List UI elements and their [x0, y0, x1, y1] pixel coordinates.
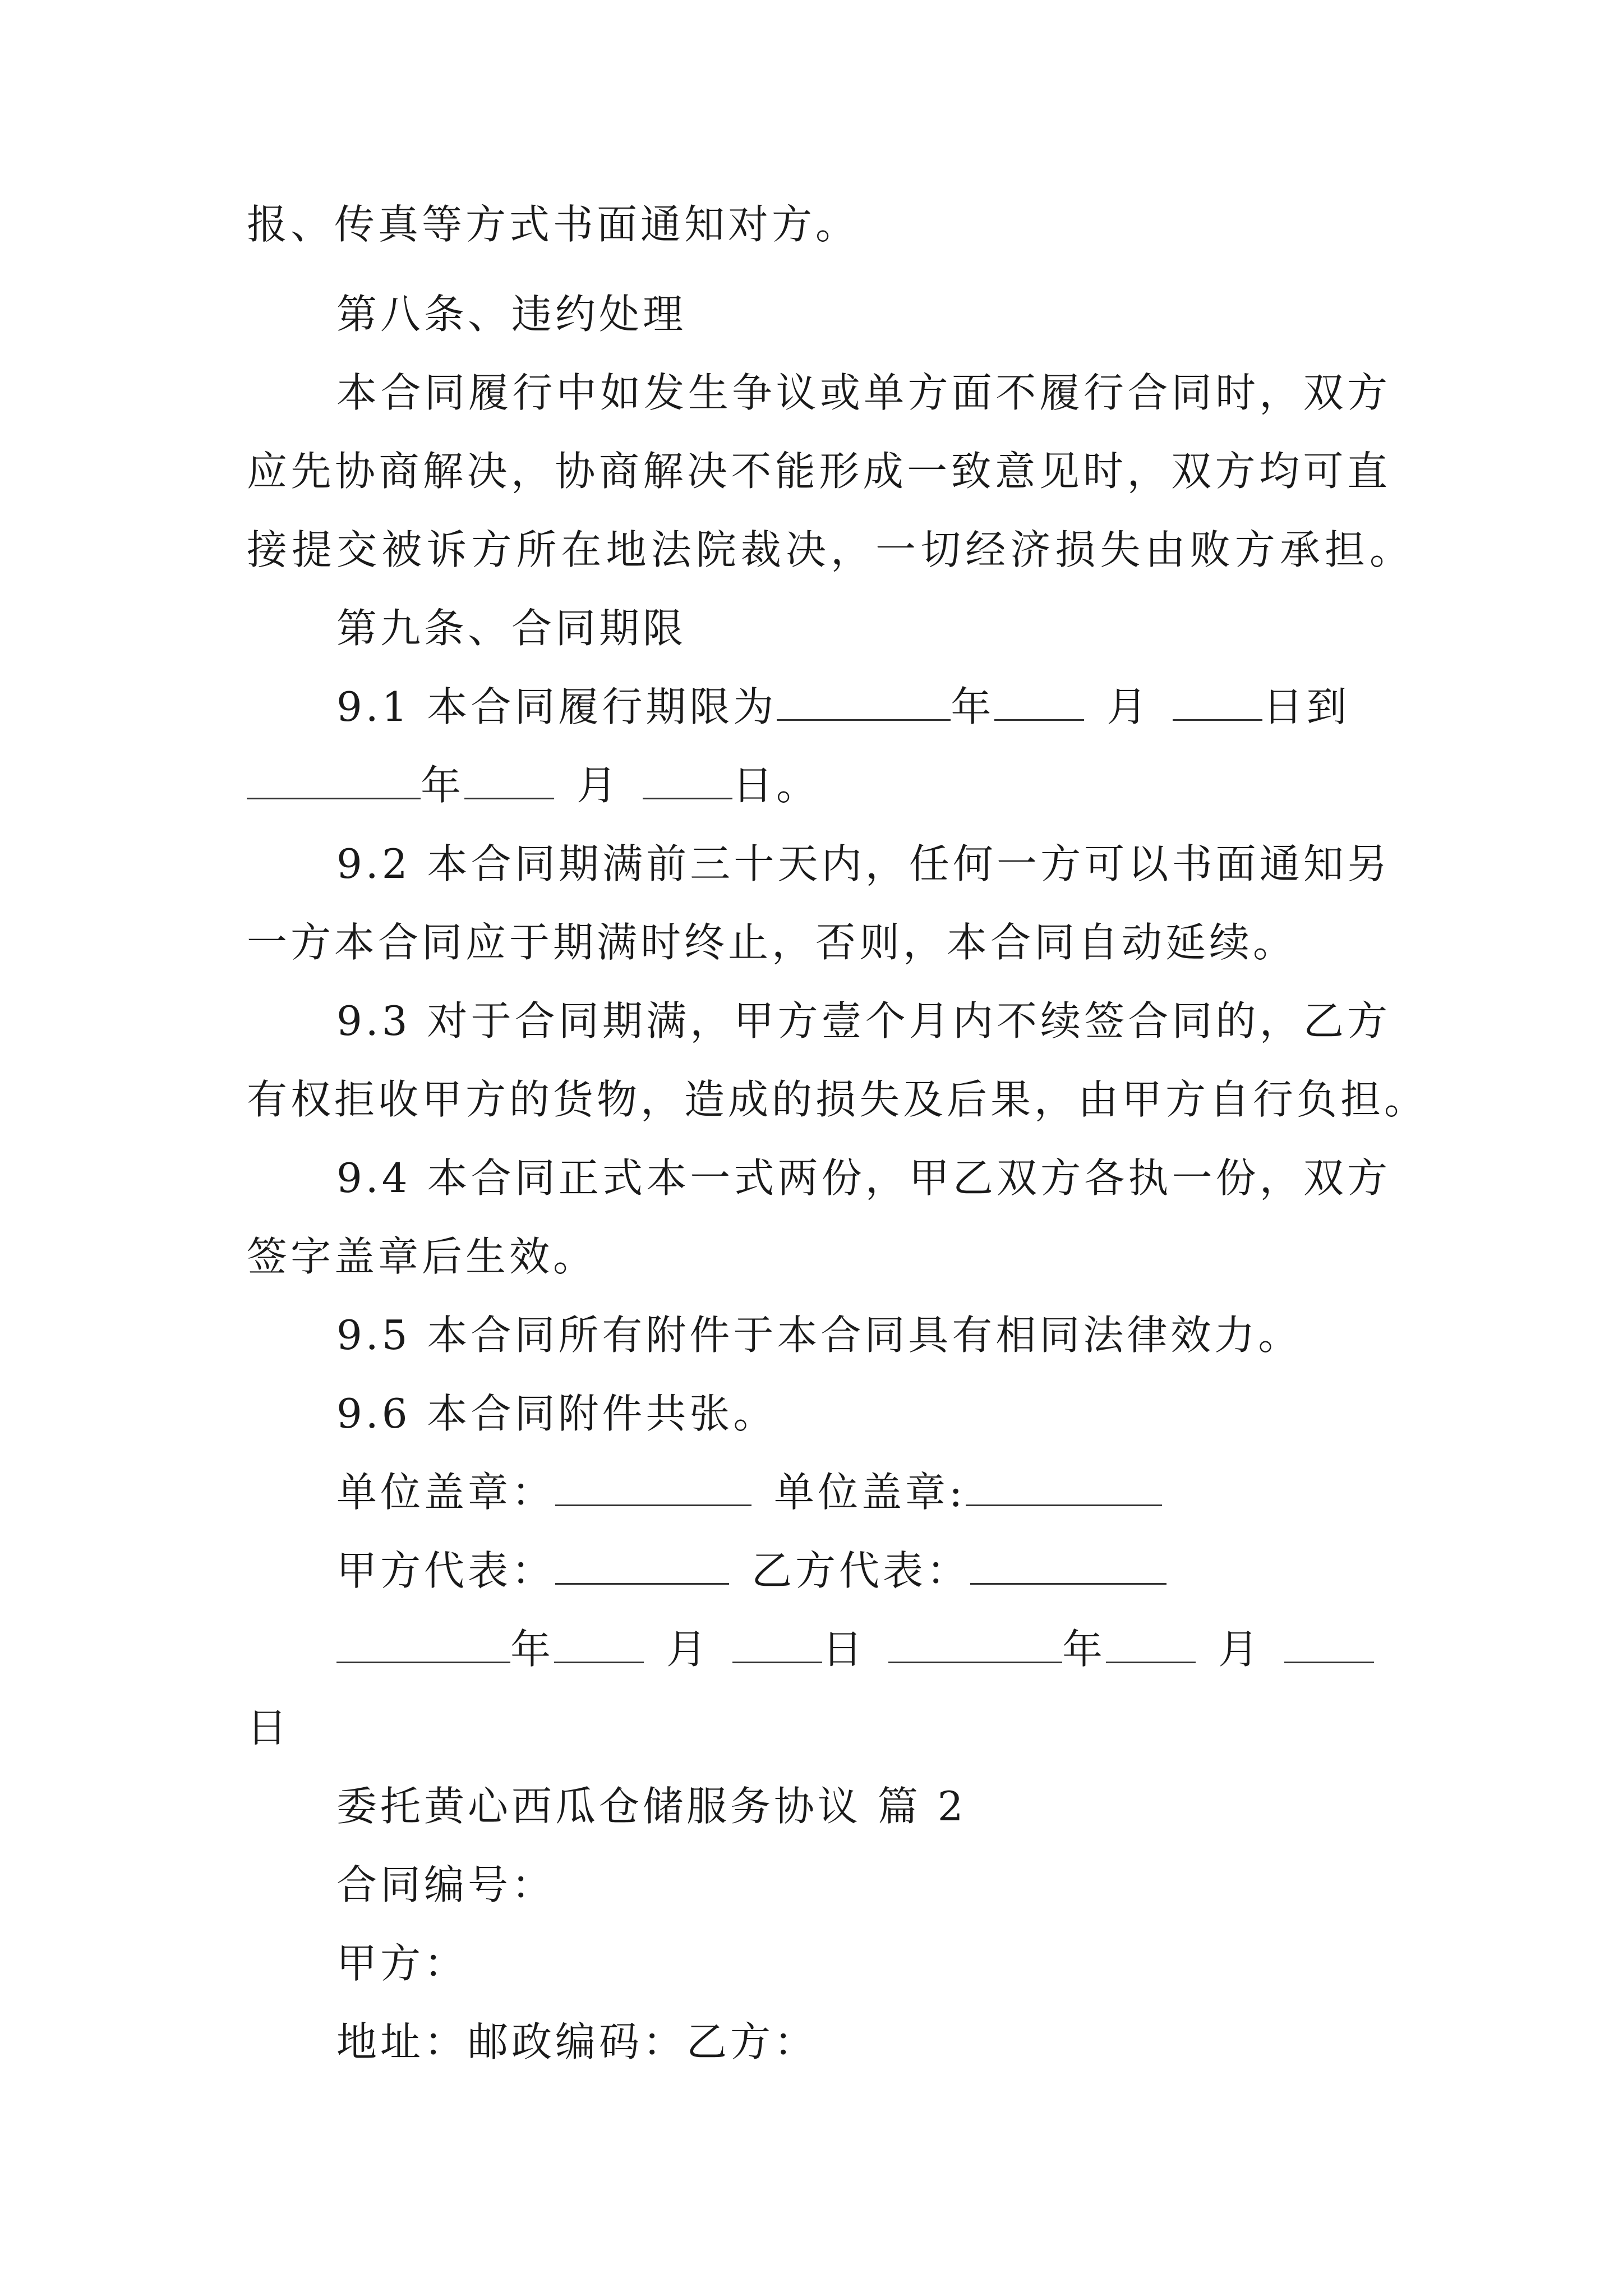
clause-text: 9.5 本合同所有附件于本合同具有相同法律效力。	[336, 1312, 1302, 1359]
text-line	[247, 914, 1391, 970]
clause-text: 一方本合同应于期满时终止，否则，本合同自动延续。	[247, 919, 1297, 966]
clause-text: 9.3 对于合同期满，甲方壹个月内不续签合同的，乙方	[336, 997, 1391, 1045]
text-line	[336, 1935, 1481, 1991]
text-line	[336, 993, 1391, 1049]
clause-text: 有权拒收甲方的货物，造成的损失及后果，由甲方自行负担。	[247, 1076, 1428, 1123]
clause-text: 9.6 本合同附件共张。	[336, 1390, 777, 1437]
day-label: 日到	[1262, 683, 1350, 730]
signature-rep-line	[336, 1543, 1481, 1599]
clause-text: 9.1 本合同履行期限为	[336, 683, 777, 730]
month-label: 月	[1218, 1626, 1262, 1673]
blank-field	[777, 683, 951, 721]
blank-field	[554, 1626, 644, 1663]
blank-field	[732, 1626, 822, 1663]
year-label: 年	[510, 1626, 555, 1673]
day-label: 日	[247, 1704, 291, 1751]
month-label: 月	[1106, 683, 1151, 730]
paragraph-text: 报、传真等方式书面通知对方。	[247, 201, 860, 248]
blank-field	[966, 1469, 1162, 1506]
text-line	[247, 1228, 1391, 1285]
address-label: 地址：邮政编码：乙方：	[336, 2018, 818, 2065]
month-label: 月	[577, 762, 621, 809]
text-line	[336, 1857, 1481, 1913]
agreement-title: 委托黄心西瓜仓储服务协议 篇 2	[336, 1783, 967, 1830]
clause-text: 9.2 本合同期满前三十天内，任何一方可以书面通知另	[336, 840, 1391, 887]
blank-field	[1106, 1626, 1196, 1663]
month-label: 月	[666, 1626, 711, 1673]
rep-label-b: 乙方代表：	[751, 1547, 971, 1594]
blank-field	[464, 762, 554, 799]
paragraph-text: 应先协商解决，协商解决不能形成一致意见时，双方均可直	[247, 448, 1391, 495]
party-a-label: 甲方：	[336, 1940, 468, 1987]
heading-text: 第八条、违约处理	[336, 291, 687, 338]
text-line	[336, 1307, 1481, 1363]
text-line	[247, 522, 1413, 578]
text-line	[247, 1700, 1391, 1756]
text-line	[336, 1386, 1481, 1442]
signature-seal-line	[336, 1464, 1481, 1520]
rep-label-a: 甲方代表：	[336, 1547, 556, 1594]
clause-text: 9.4 本合同正式本一式两份，甲乙双方各执一份，双方	[336, 1154, 1391, 1202]
term-line	[247, 757, 1391, 813]
year-label: 年	[421, 762, 465, 809]
signature-date-line	[336, 1621, 1481, 1677]
paragraph-text: 接提交被诉方所在地法院裁决，一切经济损失由败方承担。	[247, 526, 1413, 573]
text-line	[336, 2014, 1481, 2070]
contract-number-label: 合同编号：	[336, 1861, 556, 1908]
text-line	[247, 443, 1391, 499]
blank-field	[1173, 683, 1262, 721]
section-heading-9	[336, 600, 1481, 656]
blank-field	[555, 1469, 751, 1506]
text-line	[336, 1150, 1391, 1206]
text-line	[336, 365, 1391, 421]
blank-field	[970, 1547, 1166, 1585]
clause-text: 签字盖章后生效。	[247, 1233, 597, 1280]
section-heading-8	[336, 286, 1481, 342]
heading-text: 第九条、合同期限	[336, 605, 687, 652]
seal-label-b: 单位盖章:	[774, 1469, 966, 1516]
year-label: 年	[951, 683, 995, 730]
year-label: 年	[1062, 1626, 1106, 1673]
seal-label-a: 单位盖章：	[336, 1469, 556, 1516]
paragraph-text: 本合同履行中如发生争议或单方面不履行合同时，双方	[336, 369, 1391, 416]
blank-field	[1284, 1626, 1374, 1663]
day-label: 日。	[732, 762, 820, 809]
term-line	[336, 679, 1481, 735]
blank-field	[555, 1547, 729, 1585]
text-line	[247, 1071, 1428, 1128]
blank-field	[643, 762, 732, 799]
blank-field	[994, 683, 1084, 721]
text-line	[336, 836, 1391, 892]
blank-field	[336, 1626, 510, 1663]
day-label: 日	[822, 1626, 866, 1673]
blank-field	[247, 762, 421, 799]
section-title	[336, 1778, 1481, 1834]
text-line	[247, 196, 1391, 252]
blank-field	[888, 1626, 1062, 1663]
